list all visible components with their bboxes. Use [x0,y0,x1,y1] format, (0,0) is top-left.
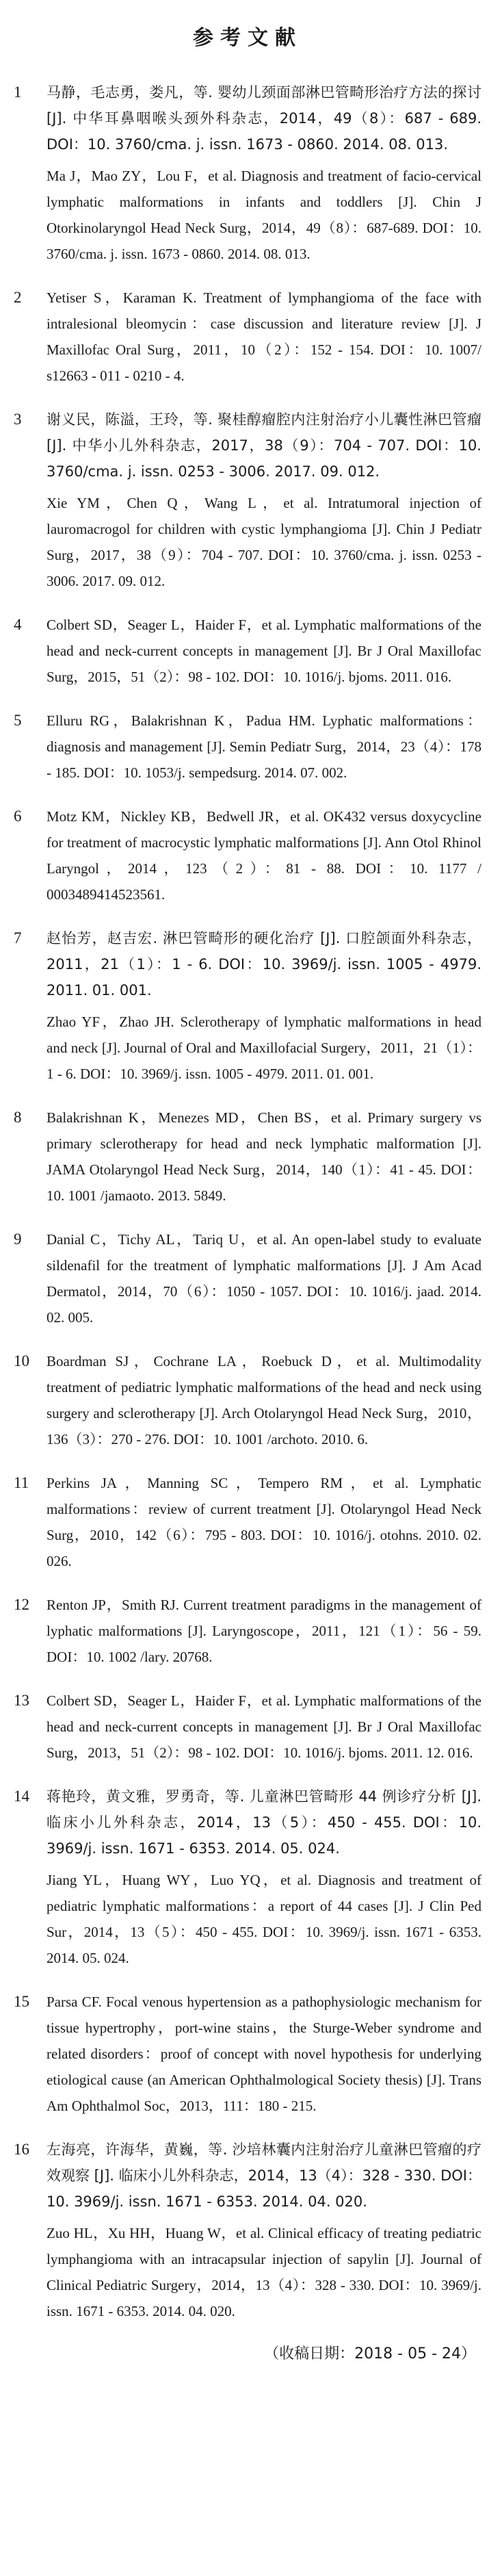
reference-body [47,708,481,786]
reference-number: 2 [14,289,22,306]
reference-text-english: Zuo HL，Xu HH，Huang W，et al. Clinical efficacy of treating pediatric lymphangioma with an intracapsular injection of sapylin [J]. Journal of Clinical Pediatric Surgery，2014，13（4）：328 - 330. DOI：10. 3969/j. issn. 1671 - 6353. 2014. 04. 020. [47,2225,481,2319]
reference-item [14,407,481,594]
reference-number: 3 [14,411,22,428]
reference-list [14,79,481,2324]
reference-text-chinese: 马静，毛志勇，娄凡，等. 婴幼儿颈面部淋巴管畸形治疗方法的探讨 [J]. 中华耳鼻咽喉头颈外科杂志，2014，49（8）：687 - 689. DOI：10. 3760/cma. j. issn. 1673 - 0860. 2014. 08. 013. [47,84,481,153]
reference-number: 10 [14,1352,29,1369]
reference-text-chinese: 赵怡芳，赵吉宏. 淋巴管畸形的硬化治疗 [J]. 口腔颌面外科杂志，2011，21（1）：1 - 6. DOI：10. 3969/j. issn. 1005 - 4979. 2011. 01. 001. [47,930,481,999]
reference-text-english: Perkins JA，Manning SC，Tempero RM，et al. Lymphatic malformations：review of current treatment [J]. Otolaryngol Head Neck Surg，2010，142（6）：795 - 803. DOI：10. 1016/j. otohns. 2010. 02. 026. [47,1475,481,1569]
reference-number: 13 [14,1692,29,1709]
reference-body [47,407,481,594]
reference-item [14,1592,481,1670]
reference-body [47,925,481,1087]
reference-text-chinese: 谢义民，陈溢，王玲，等. 聚桂醇瘤腔内注射治疗小儿囊性淋巴管瘤 [J]. 中华小儿外科杂志，2017，38（9）：704 - 707. DOI：10. 3760/cma. j. issn. 0253 - 3006. 2017. 09. 012. [47,411,481,480]
reference-item [14,708,481,786]
reference-item [14,79,481,267]
reference-text-english: Motz KM，Nickley KB，Bedwell JR，et al. OK432 versus doxycycline for treatment of macrocystic lymphatic malformations [J]. Ann Otol Rhinol Laryngol，2014，123（2）：81 - 88. DOI：10. 1177 / 0003489414523561. [47,808,481,903]
reference-body [47,1105,481,1209]
reference-text-english: Boardman SJ，Cochrane LA，Roebuck D，et al. Multimodality treatment of pediatric lymphatic malformations of the head and neck using surgery and sclerotherapy [J]. Arch Otolaryngol Head Neck Surg，2010，136（3）：270 - 276. DOI：10. 1001 /archoto. 2010. 6. [47,1353,481,1447]
reference-item [14,2137,481,2324]
reference-item [14,925,481,1087]
reference-body [47,1226,481,1330]
reference-body [47,1783,481,1971]
reference-text-english: Yetiser S，Karaman K. Treatment of lymphangioma of the face with intralesional bleomycin：case discussion and literature review [J]. J Maxillofac Oral Surg，2011，10（2）：152 - 154. DOI：10. 1007/ s12663 - 011 - 0210 - 4. [47,289,481,384]
reference-text-english: Renton JP，Smith RJ. Current treatment paradigms in the management of lyphatic malformations [J]. Laryngoscope，2011，121（1）：56 - 59. DOI：10. 1002 /lary. 20768. [47,1597,481,1665]
reference-text-english: Jiang YL，Huang WY，Luo YQ，et al. Diagnosis and treatment of pediatric lymphatic malformations：a report of 44 cases [J]. J Clin Ped Sur，2014，13（5）：450 - 455. DOI：10. 3969/j. issn. 1671 - 6353. 2014. 05. 024. [47,1872,481,1966]
reference-text-english: Colbert SD，Seager L，Haider F，et al. Lymphatic malformations of the head and neck-current concepts in management [J]. Br J Oral Maxillofac Surg，2015，51（2）：98 - 102. DOI：10. 1016/j. bjoms. 2011. 016. [47,617,481,685]
reference-number: 9 [14,1231,22,1248]
reference-number: 6 [14,808,22,825]
reference-item [14,1688,481,1766]
reference-body [47,1470,481,1574]
reference-number: 14 [14,1788,29,1805]
reference-text-english: Xie YM，Chen Q，Wang L，et al. Intratumoral injection of lauromacrogol for children with cystic lymphangioma [J]. Chin J Pediatr Surg，2017，38（9）：704 - 707. DOI：10. 3760/cma. j. issn. 0253 - 3006. 2017. 09. 012. [47,495,481,589]
reference-number: 4 [14,616,22,633]
reference-number: 16 [14,2141,29,2158]
reference-body [47,1688,481,1766]
reference-number: 15 [14,1993,29,2010]
reference-text-english: Zhao YF，Zhao JH. Sclerotherapy of lymphatic malformations in head and neck [J]. Journal of Oral and Maxillofacial Surgery，2011，21（1）：1 - 6. DOI：10. 3969/j. issn. 1005 - 4979. 2011. 01. 001. [47,1014,481,1082]
reference-text-english: Colbert SD，Seager L，Haider F，et al. Lymphatic malformations of the head and neck-current concepts in management [J]. Br J Oral Maxillofac Surg，2013，51（2）：98 - 102. DOI：10. 1016/j. bjoms. 2011. 12. 016. [47,1692,481,1761]
reference-text-english: Parsa CF. Focal venous hypertension as a pathophysiologic mechanism for tissue hypertrophy，port-wine stains，the Sturge-Weber syndrome and related disorders：proof of concept with novel hypothesis for underlying etiological cause (an American Ophthalmological Society thesis) [J]. Trans Am Ophthalmol Soc，2013，111：180 - 215. [47,1994,481,2114]
reference-item [14,1470,481,1574]
reference-body [47,1348,481,1452]
page-title: 参考文献 [193,26,302,50]
reference-number: 7 [14,929,22,946]
reference-item [14,1226,481,1330]
reference-body [47,2137,481,2324]
reference-number: 5 [14,712,22,729]
reference-number: 12 [14,1596,29,1613]
reference-item [14,803,481,907]
reference-body [47,1989,481,2119]
reference-text-english: Danial C，Tichy AL，Tariq U，et al. An open-label study to evaluate sildenafil for the treatment of lymphatic malformations [J]. J Am Acad Dermatol，2014，70（6）：1050 - 1057. DOI：10. 1016/j. jaad. 2014. 02. 005. [47,1231,481,1326]
reference-text-english: Elluru RG，Balakrishnan K，Padua HM. Lyphatic malformations：diagnosis and management [J]. Semin Pediatr Surg，2014，23（4）：178 - 185. DOI：10. 1053/j. sempedsurg. 2014. 07. 002. [47,712,481,781]
reference-number: 11 [14,1474,29,1491]
reference-item [14,1348,481,1452]
reference-number: 8 [14,1109,22,1126]
reference-body [47,285,481,389]
reference-item [14,285,481,389]
reference-text-english: Balakrishnan K，Menezes MD，Chen BS，et al. Primary surgery vs primary sclerotherapy for head and neck lymphatic malformation [J]. JAMA Otolaryngol Head Neck Surg，2014，140（1）：41 - 45. DOI：10. 1001 /jamaoto. 2013. 5849. [47,1109,481,1204]
reference-item [14,1783,481,1971]
reference-text-chinese: 蒋艳玲，黄文雅，罗勇奇，等. 儿童淋巴管畸形 44 例诊疗分析 [J]. 临床小儿外科杂志，2014，13（5）：450 - 455. DOI：10. 3969/j. issn. 1671 - 6353. 2014. 05. 024. [47,1788,481,1857]
reference-body [47,803,481,907]
reference-item [14,1989,481,2119]
reference-item [14,1105,481,1209]
reference-text-english: Ma J，Mao ZY，Lou F，et al. Diagnosis and treatment of facio-cervical lymphatic malformations in infants and toddlers [J]. Chin J Otorkinolaryngol Head Neck Surg，2014，49（8）：687-689. DOI：10. 3760/cma. j. issn. 1673 - 0860. 2014. 08. 013. [47,168,481,262]
reference-body [47,612,481,690]
reference-text-chinese: 左海亮，许海华，黄巍，等. 沙培林囊内注射治疗儿童淋巴管瘤的疗效观察 [J]. 临床小儿外科杂志，2014，13（4）：328 - 330. DOI：10. 3969/j. issn. 1671 - 6353. 2014. 04. 020. [47,2141,481,2210]
reference-body [47,79,481,267]
reference-number: 1 [14,83,22,101]
reference-body [47,1592,481,1670]
reference-item [14,612,481,690]
received-date: （收稿日期：2018 - 05 - 24） [264,2345,476,2362]
